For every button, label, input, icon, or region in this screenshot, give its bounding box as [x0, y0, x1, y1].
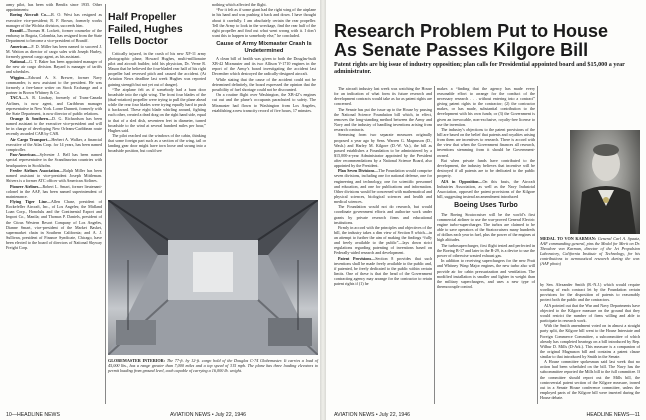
paragraph [212, 77, 316, 92]
research-headline: Research Problem Put to House As Senate Passes Kilgore Bill [334, 21, 609, 60]
run-in-head: TACA— [10, 95, 26, 101]
left-column-1 [6, 2, 102, 408]
globemaster-interior-photo [108, 200, 318, 355]
paragraph [540, 359, 640, 400]
paragraph-text: A House committee spokesman said last week that no action had been scheduled on the bill. The Navy has the subcommittee reported the Mills bill to the full committee. If the committee should report out the Mills bill, the controversial patent section of the Kilgore measure, ironed out in a Senate House conference committee, unless the employed parts of the Kilgore bill were inserted during the House debate. [540, 359, 640, 400]
paragraph [108, 133, 206, 153]
paragraph [540, 323, 640, 359]
paragraph-text: Ralph Miller has been named assistant to vice-president Joseph Mittleman. Shivers is a former ATC officer with American Airlines. [6, 167, 102, 184]
globemaster-caption-text: The 77-ft. by 12-ft. cargo hold of the Douglas C-74 Globemaster. It carries a load of 45,000 lbs., has a range greater than 7,000 miles and a top speed of 315 mph. The plane has three loading elevators to permit loading from ground level, each capable of carrying a 16,000 lb. weight. [108, 358, 319, 374]
paragraph-text: In addition to receiving superchargers for the new Pratt and Whitney Wasp Major engines, the new turbo also will provide air for cabin pressurization and ventilation. The modified installation is smaller and lighter in weight than the military superchargers, and uses a new type of thermocouple control. [437, 258, 535, 289]
column-rule [537, 86, 538, 404]
paragraph-text: With the Smith amendment voted on in almost a straight party split, the Kilgore bill went to the House Interstate and Foreign Commerce Committee, a subcommittee of which already has completed hearings on a bill introduced by Rep. Wilbur D. Mills (D-Ark.). This measure is a companion of the original Magnuson bill and contains a patent clause similar to that introduced by Smith in the Senate. [540, 323, 640, 359]
paragraph [6, 28, 102, 43]
paragraph [212, 7, 316, 38]
paragraph [437, 212, 535, 243]
paragraph [6, 2, 102, 12]
paragraph-text: “The airplane felt as if somebody had a barn door broadside into the right wing. The front four blades of the (dual-rotation) propeller were trying to pull the plane ahead while the rear four blades were trying equally hard to push it backward. These eight blade whirling around, fighting each other, created a dead drag on the right hand side, equal to that of a sled dish, seventeen feet in diameter, turned broadside to the wind at several hundred miles per hour,” Hughes said. [108, 86, 206, 133]
paragraph [540, 303, 640, 323]
hughes-headline: Half Propeller Failed, Hughes Tells Doctor [108, 11, 183, 47]
paragraph-text: On this basis, the Aircraft Industries Association, as well as the Navy Industrial Association, opposed the patent provisions of the Kilgore bill, suggesting instead an amendment introduced [437, 178, 535, 199]
paragraph [540, 282, 640, 302]
paragraph [437, 258, 535, 289]
paragraph [6, 12, 102, 27]
paragraph-text: The industry’s objections to the patent provisions of the bill are based on the belief that patents and royalties arising from them are incentives to research. There is accord with the view that when the Government finances all research, inventions stemming from it should be Government-owned. [437, 127, 535, 158]
paragraph [212, 2, 316, 7]
globemaster-caption-title: GLOBEMASTER INTERIOR: [108, 358, 166, 363]
paragraph [6, 44, 102, 59]
paragraph-text: The turbosupercharger, first flight tested and perfected in the Boeing B-17 and later in the B-29, is a device to use the power of otherwise wasted exhaust gas. [437, 242, 535, 258]
paragraph-text: “For it felt as if some giant had the right wing of the airplane in his hand and was pushing it back and down. I have thought about it carefully. I am absolutely certain the rear propeller. Tell the Army to look in the wreckage, find the rear half of the right propeller and find out what went wrong with it. I don’t want this to happen to somebody else,” he concluded. [212, 7, 316, 38]
paragraph-text: Sylvester J. Bell has been named special representative in the Scandinavian countries with headquarters in Stockholm. [6, 152, 102, 168]
paragraph-text: On a routine flight over Washington, the XB-42’s engines cut out and the plane’s occupants parachuted to safety. The Mixmaster had flown to Washington from Los Angeles, establishing a new transcity record of five hours, 17 minutes. [212, 92, 316, 113]
paragraph-text: Robert L. Smart, former lieutenant-colonel in the AAF, has been named superintendent of maintenance. [6, 183, 102, 199]
run-in-head: Patent Provisions— [338, 255, 376, 261]
paragraph [334, 86, 432, 106]
run-in-head: Braniff— [10, 28, 27, 34]
column-rule [434, 86, 435, 404]
paragraph-text: The Boeing Stratocruiser will be the world’s first commercial airliner to use the war-proved General Electric engine turbo-supercharger. The turbos are claimed to be able to save operators of the Stratocruisers many hundreds of dollars each year in fuel, plus the power of the engines at high altitudes. [437, 211, 535, 243]
run-in-head: AIA in Opposition— [441, 178, 483, 184]
right-footer-mid: AVIATION NEWS • July 22, 1946 [334, 412, 411, 418]
von-karman-caption [540, 236, 640, 267]
paragraph [334, 168, 432, 204]
paragraph-text: AIA pointed out that the War and Navy Departments have objected to the Kilgore measure on the ground that they would restrict the number of firms willing and able to participate in research work. [540, 302, 640, 323]
paragraph [212, 56, 316, 76]
paragraph [6, 116, 102, 136]
paragraph [6, 199, 102, 250]
paragraph-text: Section 8 provides that such inventions shall be made freely available to the public and, if patented, be freely dedicated to the public within certain limits. One of these is that the head of the Government contracting agency may arrange for the contractor to retain patent rights if (1) he [334, 255, 432, 287]
paragraph-text: nothing which affected the flight. [212, 2, 267, 7]
paragraph [6, 184, 102, 199]
paragraph [6, 95, 102, 115]
paragraph [334, 256, 432, 287]
paragraph-text: R. O. West has resigned as executive vice-president; R. F. Brown, formerly works manager of the Wichita division, succeeds him. [6, 12, 102, 28]
von-karman-photo [570, 130, 640, 234]
paragraph-text: Edward A. S. Brewer, former Navy commander, is now assistant to the president. He was formerly a free-lance writer on Stock Exchange and a partner in Brown Whitney & Co. [6, 74, 102, 96]
globemaster-photo-art [108, 200, 318, 355]
paragraph-text: The pilot reached out the windows of the cabin, thinking that some foreign part such as a section of the wing, tail or landing gear door might have torn loose and swung into a broadside position, but could see [108, 133, 206, 154]
paragraph [108, 87, 206, 133]
paragraph [6, 75, 102, 95]
run-in-head: Pan-American— [10, 152, 40, 158]
paragraph-text: The Foundation would comprise seven divisions, including one for national defense, one for engineering and technology, one for scientific personnel and education, and one for publications and information. Other divisions would be concerned with mathematical and physical sciences, biological sciences and health and medical sciences. [334, 168, 432, 204]
paragraph [6, 59, 102, 74]
paragraph [437, 158, 535, 178]
run-in-head: Plan Seven Divisions— [338, 168, 379, 174]
paragraph-text: A clean bill of health was given to both the Douglas-built XB-42 Mixmaster and its two Allison V-1710 engines in the report of the Army’s board investigating the accident last December which destroyed the radically-designed aircraft. [212, 56, 316, 77]
paragraph [212, 92, 316, 112]
right-column-1 [334, 86, 432, 406]
paragraph-text: Firmly in accord with the principles and objectives of the bill, the industry takes a dim view of Section 8 which—in an attempt to further the aim of making the findings “fully and freely available to the public”—lays down strict regulations regarding patenting of inventions based on Federally-aided research and development. [334, 225, 432, 256]
right-footer: HEADLINE NEWS—11 [586, 412, 640, 418]
boeing-turbo-head: Boeing Uses Turbo [454, 201, 518, 209]
run-in-head: Boeing Aircraft Co.— [10, 12, 52, 18]
left-footer: 10—HEADLINE NEWS [6, 412, 60, 418]
paragraph [6, 168, 102, 183]
globemaster-caption [108, 358, 318, 373]
paragraph-text: F. D. Miller has been named to succeed J. M. Waiton as director of cargo sales with Joseph Hurley, formerly general cargo agent, as his assistant. [6, 43, 102, 59]
run-in-head: National— [10, 59, 30, 65]
paragraph [437, 86, 535, 127]
column-rule [105, 4, 106, 404]
paragraph [437, 243, 535, 258]
right-column-3-top [540, 86, 640, 130]
paragraph-text: Allen Chase, president of Rockefeller Aircraft, Inc., of Los Angeles; the Midland Loan Corp., Honolulu and the Continental Export and Import Co., Manila; and Thomas P. Daniels, president of the Citrus Western Resort Company of Los Angeles, Dianne Smart, vice-president of the Market Basket, supermarket chain in Southern California; and A. J. Sullivan, president of Finance Syndicate, Chicago, have been elected to the board of directors of National Skyway Freight Corp. [6, 199, 102, 250]
paragraph-text: While stating that the cause of the accident could not be determined definitely, the board expressed the opinion that the possibility of fuel shortage could not be discounted. [212, 76, 316, 92]
right-column-3 [540, 282, 640, 406]
paragraph-text: G. T. Baker has been appointed manager of the new air cargo division. Bayard is manager of tariffs and schedules. [6, 59, 102, 75]
paragraph-text: makes a “finding that the agency has made every reasonable effort to arrange for the conduct of the necessary research . . . without entering into a contract” giving patent rights to the contractor; (2) the contractor makes, or has made, substantial contribution to the development with his own funds; or (3) the Government is given an irrevocable, non-exclusive, royalty-free license to use the invention. [437, 86, 535, 127]
right-column-2 [437, 86, 535, 406]
von-karman-caption-title: MEDAL TO VON KARMAN: [540, 236, 597, 241]
run-in-head: Wiggins— [10, 74, 29, 80]
paragraph-text: The Foundation would not do research, but would coordinate government efforts and authorize work under grants by private research firms and educational institutions. [334, 204, 432, 225]
paragraph-text: army pilot, has been with Bendix since 1935. Other appointments: [6, 2, 102, 13]
paragraph [437, 179, 535, 199]
right-page [326, 0, 646, 420]
run-in-head: Pioneer Airlines— [10, 183, 43, 189]
paragraph-text: Herbert A. Walker, a financial executive of the Atlas Corp. for 14 years, has been named comptroller. [6, 136, 102, 152]
run-in-head: Flying Tiger Line— [10, 199, 51, 205]
paragraph [334, 204, 432, 224]
paragraph-text: Critically injured, in the crash of his new XF-11 army photographic plane, Howard Hughes, multi-millionaire pilot and aircraft builder, told his physician, Dr. Verne R. Mason that he believed the four-bladed rear half of his right propeller had reversed pitch and caused the accident. (At Aviation News deadline last week Hughes was reported gaining strength but not yet out of danger). [108, 51, 206, 87]
paragraph-text: A. R. Lindsay, formerly of Trans-Canada Airlines, is now agent, and Caribbean manager representative in New York. Lorne Dunnett, formerly with the State Department, is now director of public relations. [6, 95, 102, 116]
von-karman-photo-art [570, 130, 640, 234]
paragraph [6, 152, 102, 167]
paragraph [6, 137, 102, 152]
run-in-head: Feeder Airlines Association— [10, 167, 64, 173]
run-in-head: Orange & Southern— [10, 116, 52, 122]
paragraph [334, 107, 432, 132]
paragraph [334, 132, 432, 168]
paragraph-text: by Sen. Alexander Smith (R.-N.J.) which would require wording of each contract let by the Foundation certain provisions for the disposition of patents to reasonably protect both the public and the contractors. [540, 282, 640, 303]
paragraph-text: Stemming from two separate measures originally proposed a year ago by Sens. Warren G. Magnuson (D., Wash.) and Harley M. Kilgore (D.-W. Va.), the bill as passed establishes a Foundation to be administered by a $15,000-a-year Administrator appointed by the President after recommendations by a National Science Board, also appointed by the President. [334, 132, 432, 168]
paragraph [437, 127, 535, 158]
paragraph-text: D. G. Richardson has been named assistant to the executive vice-president and will be in charge of developing New Orleans-Caribbean route recently awarded CAB by CAB. [6, 116, 102, 137]
run-in-head: Air Cargo Transport— [10, 136, 52, 142]
left-column-3 [212, 2, 316, 198]
mixmaster-section-head: Cause of Army Mixmaster Crash Is Undetermined [216, 40, 312, 54]
run-in-head: American— [10, 43, 32, 49]
paragraph [334, 225, 432, 256]
paragraph-text: The aircraft industry last week was watching the House for an indication of what form its future research and development contracts would take as far as patent rights are concerned. [334, 86, 432, 107]
paragraph-text: The Senate has put the issue up to the House by passing the National Science Foundation bill which, in effect, removes the long-standing method between the Army and Navy and the industry of handling inventions arising from research contracts. [334, 106, 432, 133]
research-deck: Patent rights are big issue of industry opposition; plan calls for Presidential appointed board and $15,000 a year administrator. [334, 62, 625, 75]
left-column-2 [108, 2, 206, 198]
paragraph-text: Thomas H. Lockett, former counselor of the embassy in Bogota, Colombia, has resigned from the State Department to become a vice-president of Braniff. [6, 28, 102, 44]
paragraph-text: But when private funds have contributed to the development, the industry believes that incentive will be destroyed if all patents are to be dedicated to the public property. [437, 157, 535, 179]
von-karman-caption-text: General Carl A. Spaatz, AAF commanding general, pins the Medal for Merit on Dr. Theodore von Karman, director of the Jet Propulsion Laboratory, California Institute of Technology, for his contributions to aeronautical research during the war. (AAF photo) [540, 236, 641, 267]
left-page [0, 0, 320, 420]
paragraph [108, 51, 206, 87]
left-footer-mid: AVIATION NEWS • July 22, 1946 [170, 412, 247, 418]
